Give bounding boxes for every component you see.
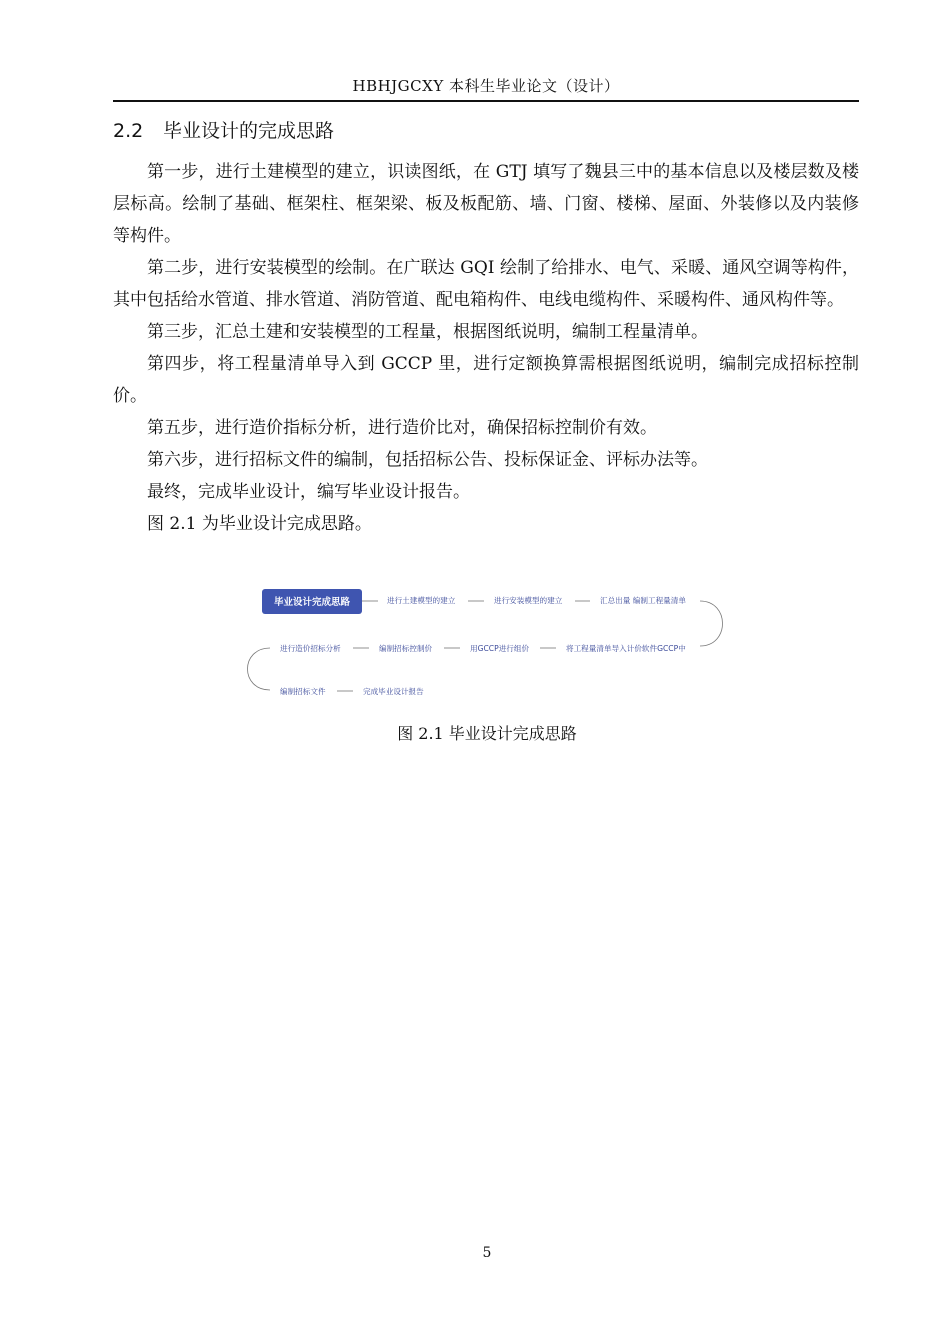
section-title: 毕业设计的完成思路 (163, 120, 335, 142)
paragraph-step-4: 第四步，将工程量清单导入到 GCCP 里，进行定额换算需根据图纸说明，编制完成招标控制价。 (113, 354, 859, 406)
header-rule (113, 100, 859, 102)
row2-node-3: 编制招标控制价 (379, 644, 433, 653)
root-node-label: 毕业设计完成思路 (273, 597, 351, 608)
paragraph-step-6: 第六步，进行招标文件的编制，包括招标公告、投标保证金、评标办法等。 (147, 450, 708, 470)
section-number: 2.2 (113, 120, 144, 142)
row2-node-1: 将工程量清单导入计价软件GCCP中 (566, 644, 686, 653)
connector-turn-right (700, 601, 723, 646)
paragraph-final: 最终，完成毕业设计，编写毕业设计报告。 (147, 482, 470, 502)
paragraph-step-5: 第五步，进行造价指标分析，进行造价比对，确保招标控制价有效。 (147, 418, 657, 438)
paragraph-step-1: 第一步，进行土建模型的建立，识读图纸，在 GTJ 填写了魏县三中的基本信息以及楼层数及楼层标高。绘制了基础、框架柱、框架梁、板及板配筋、墙、门窗、楼梯、屋面、外装修以及内装修等构件。 (113, 162, 859, 246)
page-number: 5 (482, 1245, 492, 1261)
body-text (113, 156, 859, 540)
row2-node-4: 进行造价招标分析 (280, 644, 341, 653)
row1-node-3: 汇总出量 编制工程量清单 (600, 596, 686, 605)
flow-diagram (238, 582, 738, 707)
row2-node-2: 用GCCP进行组价 (470, 644, 530, 653)
paragraph-step-2: 第二步，进行安装模型的绘制。在广联达 GQI 绘制了给排水、电气、采暖、通风空调等构件，其中包括给水管道、排水管道、消防管道、配电箱构件、电线电缆构件、采暖构件、通风构件等。 (113, 258, 859, 310)
flow-diagram-svg (238, 582, 738, 707)
row3-node-2: 完成毕业设计报告 (363, 687, 424, 696)
row3-node-1: 编制招标文件 (280, 687, 326, 696)
connector-turn-left (248, 648, 271, 690)
section-heading (113, 118, 334, 144)
paragraph-step-3: 第三步，汇总土建和安装模型的工程量，根据图纸说明，编制工程量清单。 (147, 322, 708, 342)
paragraph-figure-ref: 图 2.1 为毕业设计完成思路。 (147, 514, 372, 534)
row1-node-2: 进行安装模型的建立 (494, 596, 563, 605)
page-header: HBHJGCXY 本科生毕业论文（设计） (352, 77, 620, 95)
figure-caption: 图 2.1 毕业设计完成思路 (397, 724, 577, 743)
row1-node-1: 进行土建模型的建立 (387, 596, 456, 605)
